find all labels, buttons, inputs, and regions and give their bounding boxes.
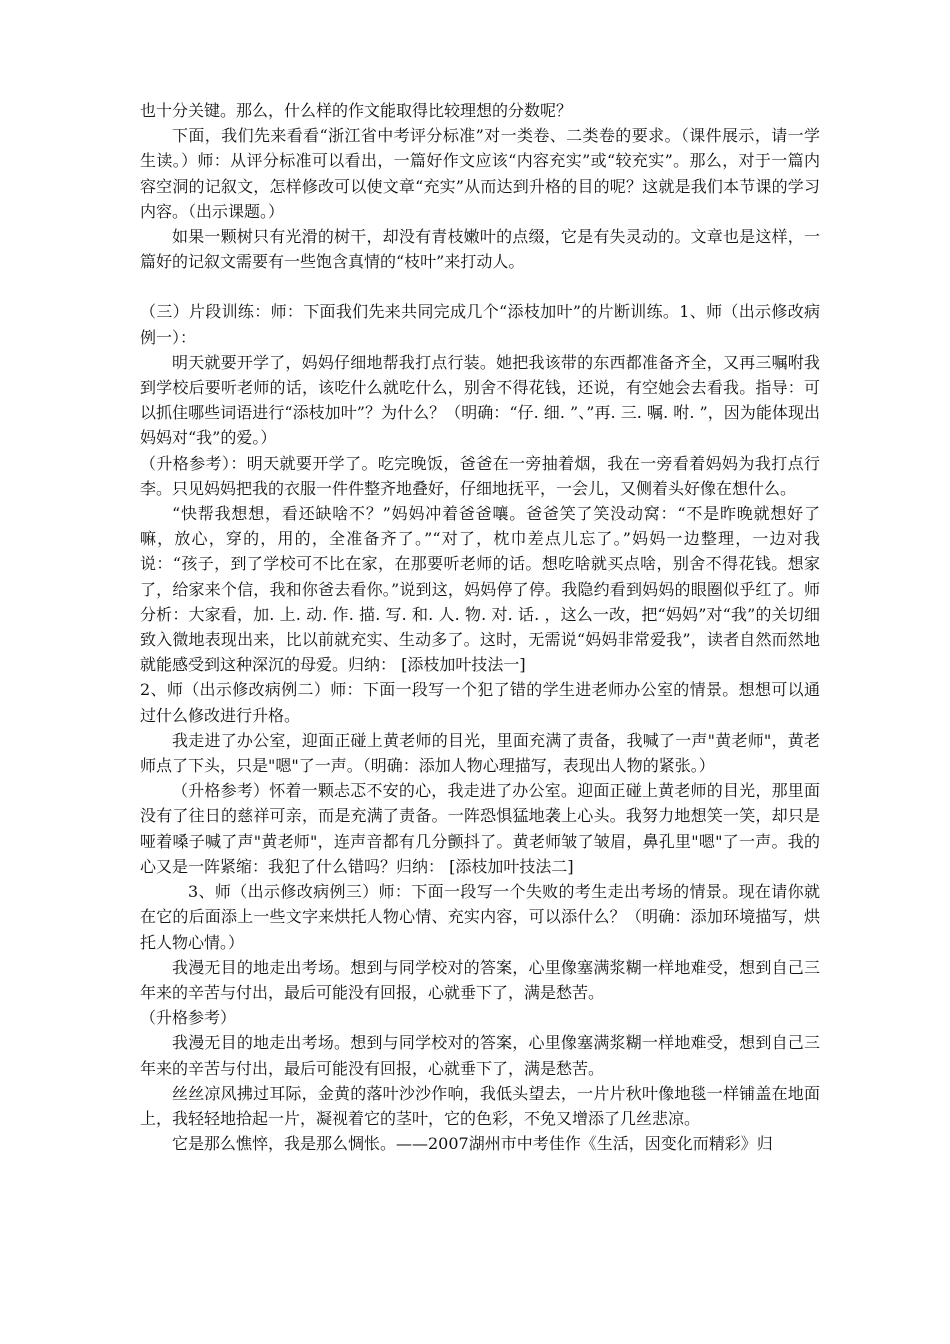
paragraph: （升格参考）：明天就要开学了。吃完晚饭，爸爸在一旁抽着烟，我在一旁看着妈妈为我打点行李。只见妈妈把我的衣服一件件整齐地叠好，仔细地抚平，一会儿，又侧着头好像在想什么。 (140, 453, 820, 498)
paragraph: 2、师（出示修改病例二）师：下面一段写一个犯了错的学生进老师办公室的情景。想想可以通过什么修改进行升格。 (140, 680, 820, 725)
paragraph: 丝丝凉风拂过耳际，金黄的落叶沙沙作响，我低头望去，一片片秋叶像地毯一样铺盖在地面上，我轻轻地拾起一片，凝视着它的茎叶，它的色彩，不免又增添了几丝悲凉。 (140, 1083, 820, 1128)
paragraph: 3、师（出示修改病例三）师：下面一段写一个失败的考生走出考场的情景。现在请你就在它的后面添上一些文字来烘托人物心情、充实内容，可以添什么？（明确：添加环境描写，烘托人物心情。） (140, 882, 820, 952)
paragraph: （升格参考） (140, 1008, 237, 1028)
section-heading: （三）片段训练：师：下面我们先来共同完成几个“添枝加叶”的片断训练。1、师（出示修改病例一）： (140, 302, 820, 347)
paragraph: 明天就要开学了，妈妈仔细地帮我打点行装。她把我该带的东西都准备齐全，又再三嘱咐我到学校后要听老师的话，该吃什么就吃什么，别舍不得花钱，还说，有空她会去看我。指导：可以抓住哪些词语进行“添枝加叶”？为什么？（明确：“仔. 细. ”、”再. 三. 嘱. 咐. ”，因为能体现出妈妈对“我”的爱。） (140, 352, 820, 448)
paragraph-gap (140, 274, 820, 299)
paragraph: 它是那么憔悴，我是那么惆怅。——2007湖州市中考佳作《生活，因变化而精彩》归 (172, 1134, 773, 1154)
paragraph: 下面，我们先来看看“浙江省中考评分标准”对一类卷、二类卷的要求。（课件展示，请一学生读。）师：从评分标准可以看出，一篇好作文应该“内容充实”或“较充实”。那么，对于一篇内容空洞的记叙文，怎样修改可以使文章“充实”从而达到升格的目的呢？这就是我们本节课的学习内容。（出示课题。） (140, 126, 820, 221)
paragraph: 我漫无目的地走出考场。想到与同学校对的答案，心里像塞满浆糊一样地难受，想到自己三年来的辛苦与付出，最后可能没有回报，心就垂下了，满是愁苦。 (140, 957, 820, 1002)
paragraph: （升格参考）怀着一颗忐忑不安的心，我走进了办公室。迎面正碰上黄老师的目光，那里面没有了往日的慈祥可亲，而是充满了责备。一阵恐惧猛地袭上心头。我努力地想笑一笑，却只是哑着嗓子喊了声"黄老师"，连声音都有几分颤抖了。黄老师皱了皱眉，鼻孔里"嗯"了一声。我的心又是一阵紧缩：我犯了什么错吗？归纳： [添枝加叶技法二] (140, 781, 820, 876)
paragraph: 我走进了办公室，迎面正碰上黄老师的目光，里面充满了责备，我喊了一声"黄老师"，黄老师点了下头，只是"嗯"了一声。（明确：添加人物心理描写，表现出人物的紧张。） (140, 730, 820, 776)
paragraph: 也十分关键。那么，什么样的作文能取得比较理想的分数呢？ (140, 101, 573, 120)
paragraph: 如果一颗树只有光滑的树干，却没有青枝嫩叶的点缀，它是有失灵动的。文章也是这样，一篇好的记叙文需要有一些饱含真情的“枝叶”来打动人。 (140, 227, 820, 272)
paragraph: “快帮我想想，看还缺啥不？”妈妈冲着爸爸嚷。爸爸笑了笑没动窝：“不是昨晚就想好了嘛，放心，穿的，用的，全准备齐了。”“对了，枕巾差点儿忘了。”妈妈一边整理，一边对我说：“孩子，到了学校可不比在家，在那要听老师的话。想吃啥就买点啥，别舍不得花钱。想家了，给家来个信，我和你爸去看你。”说到这，妈妈停了停。我隐约看到妈妈的眼圈似乎红了。师分析：大家看，加. 上. 动. 作. 描. 写. 和. 人. 物. 对. 话. ，这么一改，把“妈妈”对“我”的关切细致入微地表现出来，比以前就充实、生动多了。这时，无需说“妈妈非常爱我”，读者自然而然地就能感受到这种深沉的母爱。归纳： [添枝加叶技法一] (140, 504, 820, 675)
paragraph: 我漫无目的地走出考场。想到与同学校对的答案，心里像塞满浆糊一样地难受，想到自己三年来的辛苦与付出，最后可能没有回报，心就垂下了，满是愁苦。 (140, 1033, 820, 1078)
document-page (140, 98, 820, 1156)
